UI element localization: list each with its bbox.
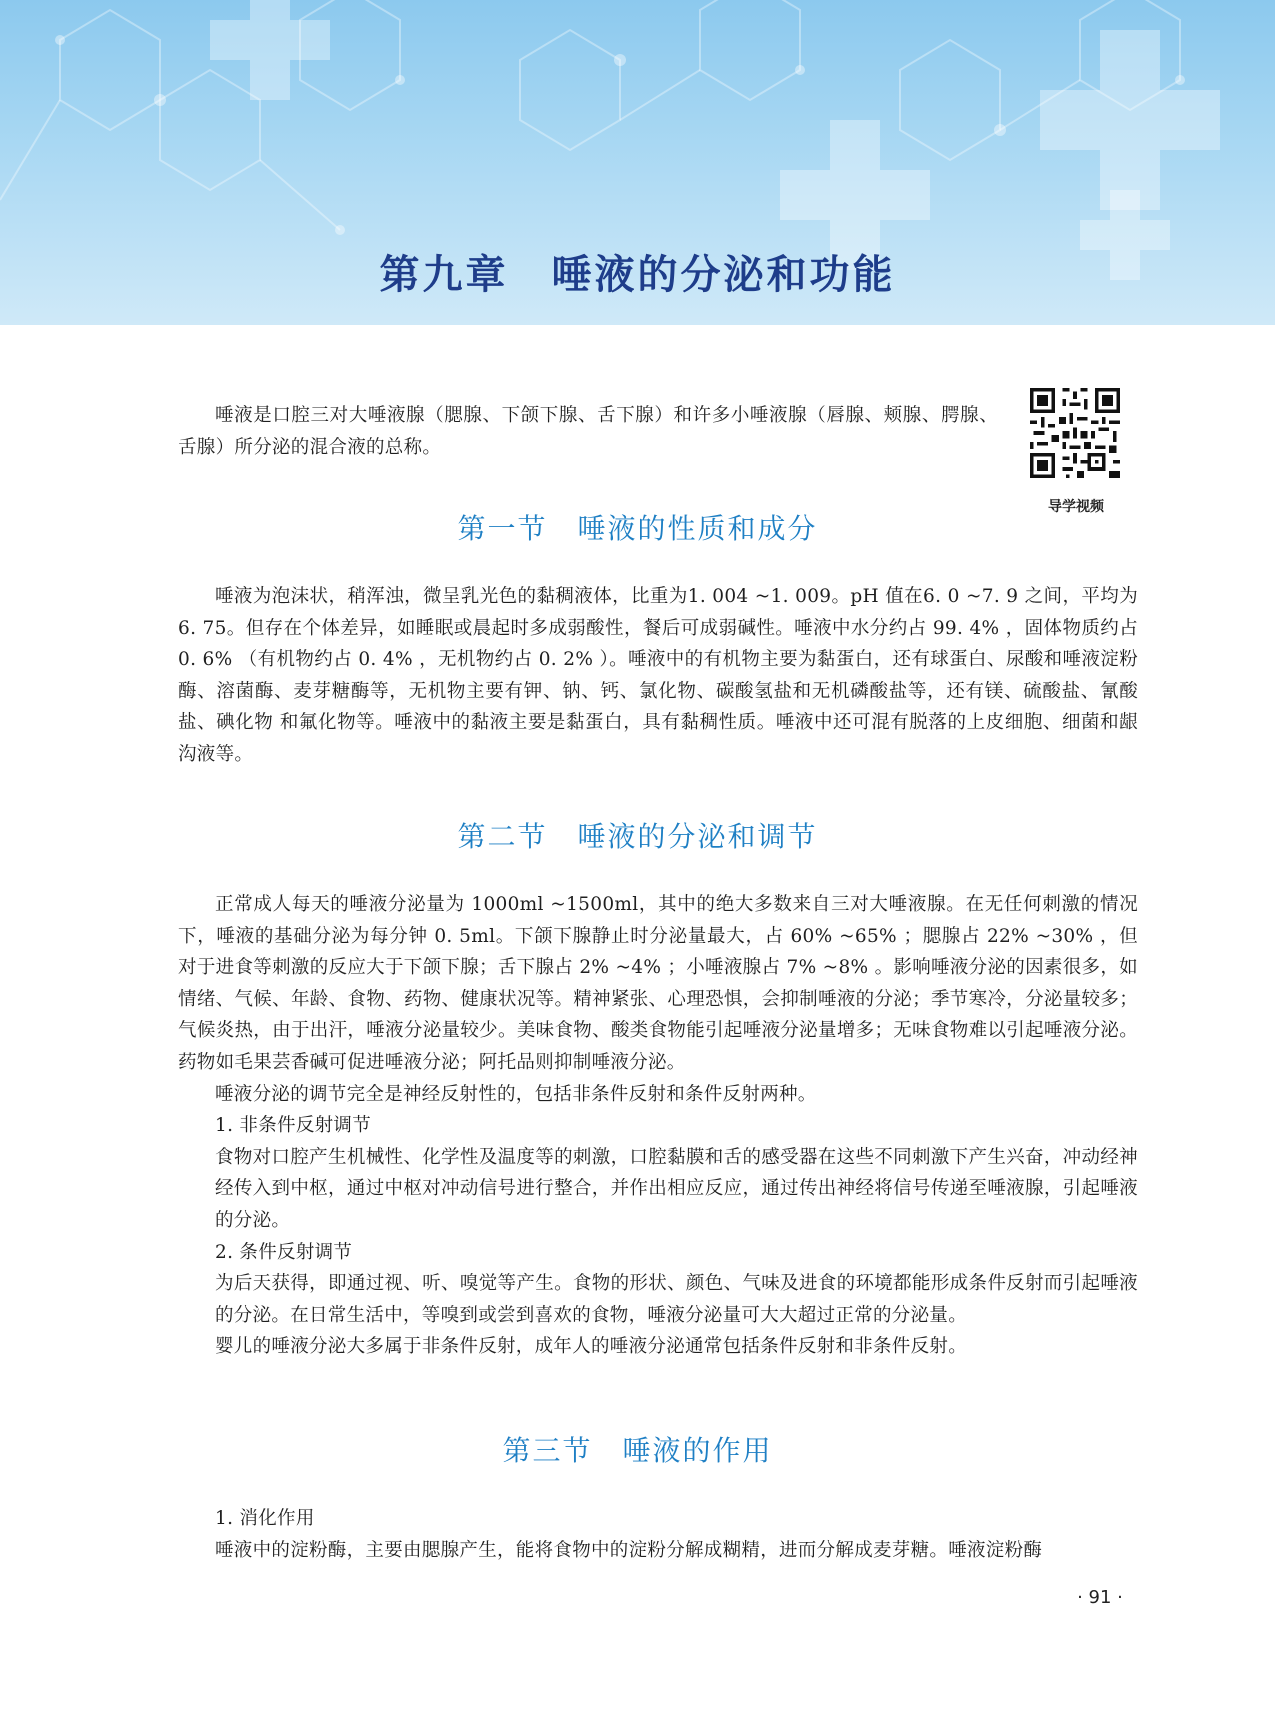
chapter-banner: [0, 0, 1275, 325]
item-heading: [178, 1503, 1138, 1535]
section-3-body: [178, 1503, 1138, 1566]
item-heading-text: 2. 条件反射调节: [215, 1241, 353, 1263]
paragraph: 正常成人每天的唾液分泌量为 1000ml ~1500ml，其中的绝大多数来自三对大唾液腺。在无任何刺激的情况下，唾液的基础分泌为每分钟 0. 5ml。下颌下腺静止时分泌量最大，占 60% ~65% ；腮腺占 22% ~30% ，但对于进食等刺激的反应大于下颌下腺；舌下腺占 2% ~4% ；小唾液腺占 7% ~8% 。影响唾液分泌的因素很多，如情绪、气候、年龄、食物、药物、健康状况等。精神紧张、心理恐惧，会抑制唾液的分泌；季节寒冷，分泌量较多；气候炎热，由于出汗，唾液分泌量较少。美味食物、酸类食物能引起唾液分泌量增多；无味食物难以引起唾液分泌。药物如毛果芸香碱可促进唾液分泌；阿托品则抑制唾液分泌。: [178, 894, 1138, 1073]
item-heading-text: 1. 非条件反射调节: [215, 1115, 372, 1137]
item-heading: [178, 1237, 1138, 1269]
qr-code-icon[interactable]: [1030, 388, 1120, 478]
paragraph: 婴儿的唾液分泌大多属于非条件反射，成年人的唾液分泌通常包括条件反射和非条件反射。: [215, 1336, 968, 1358]
page-number: · 91 ·: [1077, 1587, 1123, 1608]
section-1-title: 第一节 唾液的性质和成分: [457, 512, 818, 545]
medical-cross-shape: [210, 0, 330, 100]
item-text: 为后天获得，即通过视、听、嗅觉等产生。食物的形状、颜色、气味及进食的环境都能形成条件反射而引起唾液的分泌。在日常生活中，等嗅到或尝到喜欢的食物，唾液分泌量可大大超过正常的分泌量。: [215, 1273, 1138, 1326]
section-2-body: [178, 889, 1138, 1363]
item-text: 食物对口腔产生机械性、化学性及温度等的刺激，口腔黏膜和舌的感受器在这些不同刺激下产生兴奋，冲动经神经传入到中枢，通过中枢对冲动信号进行整合，并作出相应反应，通过传出神经将信号传递至唾液腺，引起唾液的分泌。: [215, 1146, 1138, 1231]
qr-code-label: 导学视频: [1048, 499, 1104, 515]
item-heading: [178, 1110, 1138, 1142]
intro-paragraph: [178, 400, 998, 463]
section-3-title: 第三节 唾液的作用: [502, 1434, 773, 1467]
medical-cross-shape: [1040, 30, 1220, 210]
item-text: 唾液中的淀粉酶，主要由腮腺产生，能将食物中的淀粉分解成糊精，进而分解成麦芽糖。唾液淀粉酶: [215, 1539, 1043, 1561]
section-2-title: 第二节 唾液的分泌和调节: [457, 820, 818, 853]
paragraph: 唾液分泌的调节完全是神经反射性的，包括非条件反射和条件反射两种。: [215, 1083, 817, 1105]
intro-text: 唾液是口腔三对大唾液腺（腮腺、下颌下腺、舌下腺）和许多小唾液腺（唇腺、颊腺、腭腺、舌腺）所分泌的混合液的总称。: [178, 405, 998, 458]
paragraph: 唾液为泡沫状，稍浑浊，微呈乳光色的黏稠液体，比重为1. 004 ~1. 009。pH 值在6. 0 ~7. 9 之间，平均为6. 75。但存在个体差异，如睡眠或晨起时多成弱酸性，餐后可成弱碱性。唾液中水分约占 99. 4% ，固体物质约占 0. 6% （有机物约占 0. 4% ，无机物约占 0. 2% ）。唾液中的有机物主要为黏蛋白，还有球蛋白、尿酸和唾液淀粉酶、溶菌酶、麦芽糖酶等，无机物主要有钾、钠、钙、氯化物、碳酸氢盐和无机磷酸盐等，还有镁、硫酸盐、氰酸盐、碘化物 和氟化物等。唾液中的黏液主要是黏蛋白，具有黏稠性质。唾液中还可混有脱落的上皮细胞、细菌和龈沟液等。: [178, 586, 1138, 765]
item-heading-text: 1. 消化作用: [215, 1508, 315, 1529]
chapter-title: 第九章 唾液的分泌和功能: [379, 251, 896, 298]
section-1-body: [178, 581, 1138, 771]
